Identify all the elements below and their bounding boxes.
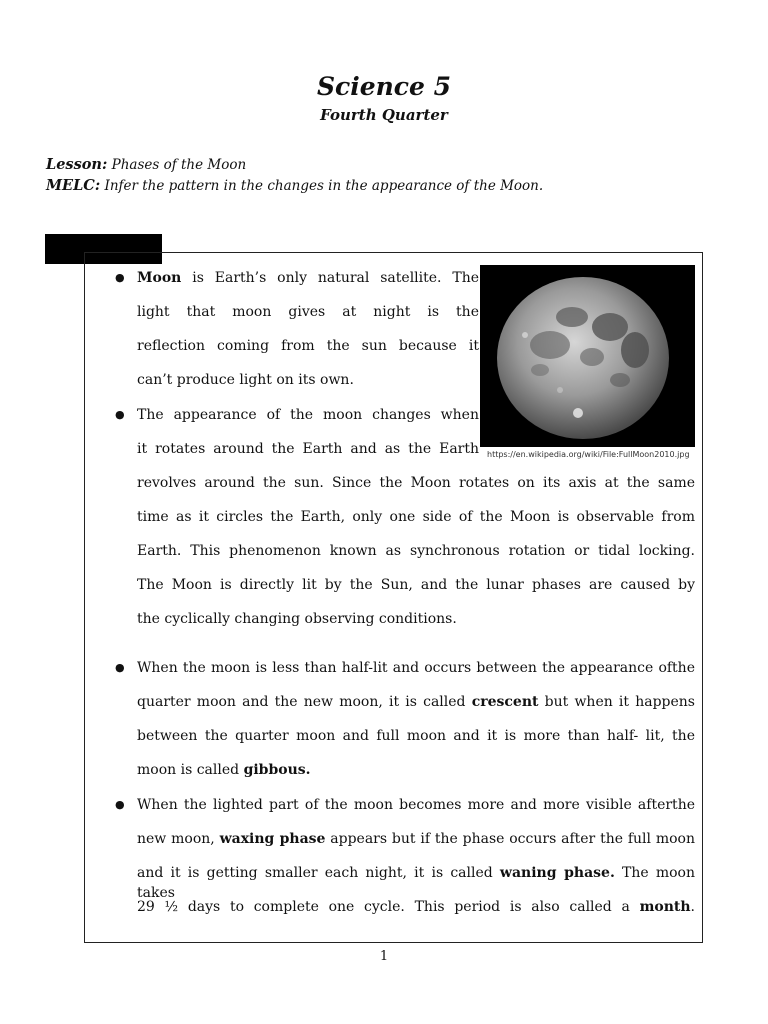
melc-value: Infer the pattern in the changes in the appearance of the Moon. xyxy=(100,178,544,194)
text-span: appears but if the phase occurs after the full moon xyxy=(325,831,695,847)
lesson-label: Lesson: xyxy=(46,156,108,173)
gibbous-term: gibbous. xyxy=(243,762,311,778)
bullet4-line2 xyxy=(137,829,695,849)
melc-line xyxy=(46,177,543,194)
page-number: 1 xyxy=(379,949,389,964)
bullet4-line4 xyxy=(137,897,695,917)
text-span: is Earth’s only natural satellite. The xyxy=(181,270,479,286)
bullet2-line1: The appearance of the moon changes when xyxy=(137,407,479,423)
bullet1-line1 xyxy=(137,268,479,288)
bullet2-line3: revolves around the sun. Since the Moon rotates on its axis at the same xyxy=(137,475,695,491)
bullet1-line3: reflection coming from the sun because it xyxy=(137,338,479,354)
moon-term: Moon xyxy=(137,270,182,286)
bullet-icon: ● xyxy=(115,798,125,811)
bullet2-line2: it rotates around the Earth and as the Earth xyxy=(137,441,479,457)
image-caption: https://en.wikipedia.org/wiki/File:FullMoon2010.jpg xyxy=(487,450,690,459)
bullet3-line1: When the moon is less than half-lit and occurs between the appearance ofthe xyxy=(137,660,695,676)
page-title: Science 5 xyxy=(316,72,452,101)
waxing-term: waxing phase xyxy=(219,831,326,847)
text-span: The moon takes xyxy=(137,865,695,901)
text-span: but when it happens xyxy=(538,694,695,710)
month-term: month xyxy=(639,899,691,915)
melc-label: MELC: xyxy=(46,177,101,194)
bullet3-line4 xyxy=(137,760,311,780)
waning-term: waning phase. xyxy=(499,865,615,881)
bullet-icon: ● xyxy=(115,271,125,284)
text-span: and it is getting smaller each night, it is called xyxy=(137,865,500,881)
bullet2-line5: Earth. This phenomenon known as synchronous rotation or tidal locking. xyxy=(137,543,695,559)
bullet-icon: ● xyxy=(115,408,125,421)
full-moon-image xyxy=(480,265,695,447)
crescent-term: crescent xyxy=(471,694,539,710)
bullet4-line1: When the lighted part of the moon becomes more and more visible afterthe xyxy=(137,797,695,813)
bullet3-line2 xyxy=(137,692,695,712)
text-span: 29 ½ days to complete one cycle. This period is also called a xyxy=(137,899,640,915)
bullet2-line7: the cyclically changing observing conditions. xyxy=(137,611,457,627)
bullet1-line2: light that moon gives at night is the xyxy=(137,304,479,320)
bullet3-line3: between the quarter moon and full moon and it is more than half- lit, the xyxy=(137,728,695,744)
text-span: . xyxy=(690,899,695,915)
bullet2-line4: time as it circles the Earth, only one side of the Moon is observable from xyxy=(137,509,695,525)
text-span: new moon, xyxy=(137,831,220,847)
text-span: quarter moon and the new moon, it is called xyxy=(137,694,472,710)
bullet2-line6: The Moon is directly lit by the Sun, and the lunar phases are caused by xyxy=(137,577,695,593)
text-span: moon is called xyxy=(137,762,244,778)
moon-icon xyxy=(480,265,695,447)
lesson-value: Phases of the Moon xyxy=(107,157,247,173)
page-subtitle: Fourth Quarter xyxy=(320,106,448,124)
bullet-icon: ● xyxy=(115,661,125,674)
bullet1-line4: can’t produce light on its own. xyxy=(137,372,354,388)
lesson-line xyxy=(46,156,246,173)
